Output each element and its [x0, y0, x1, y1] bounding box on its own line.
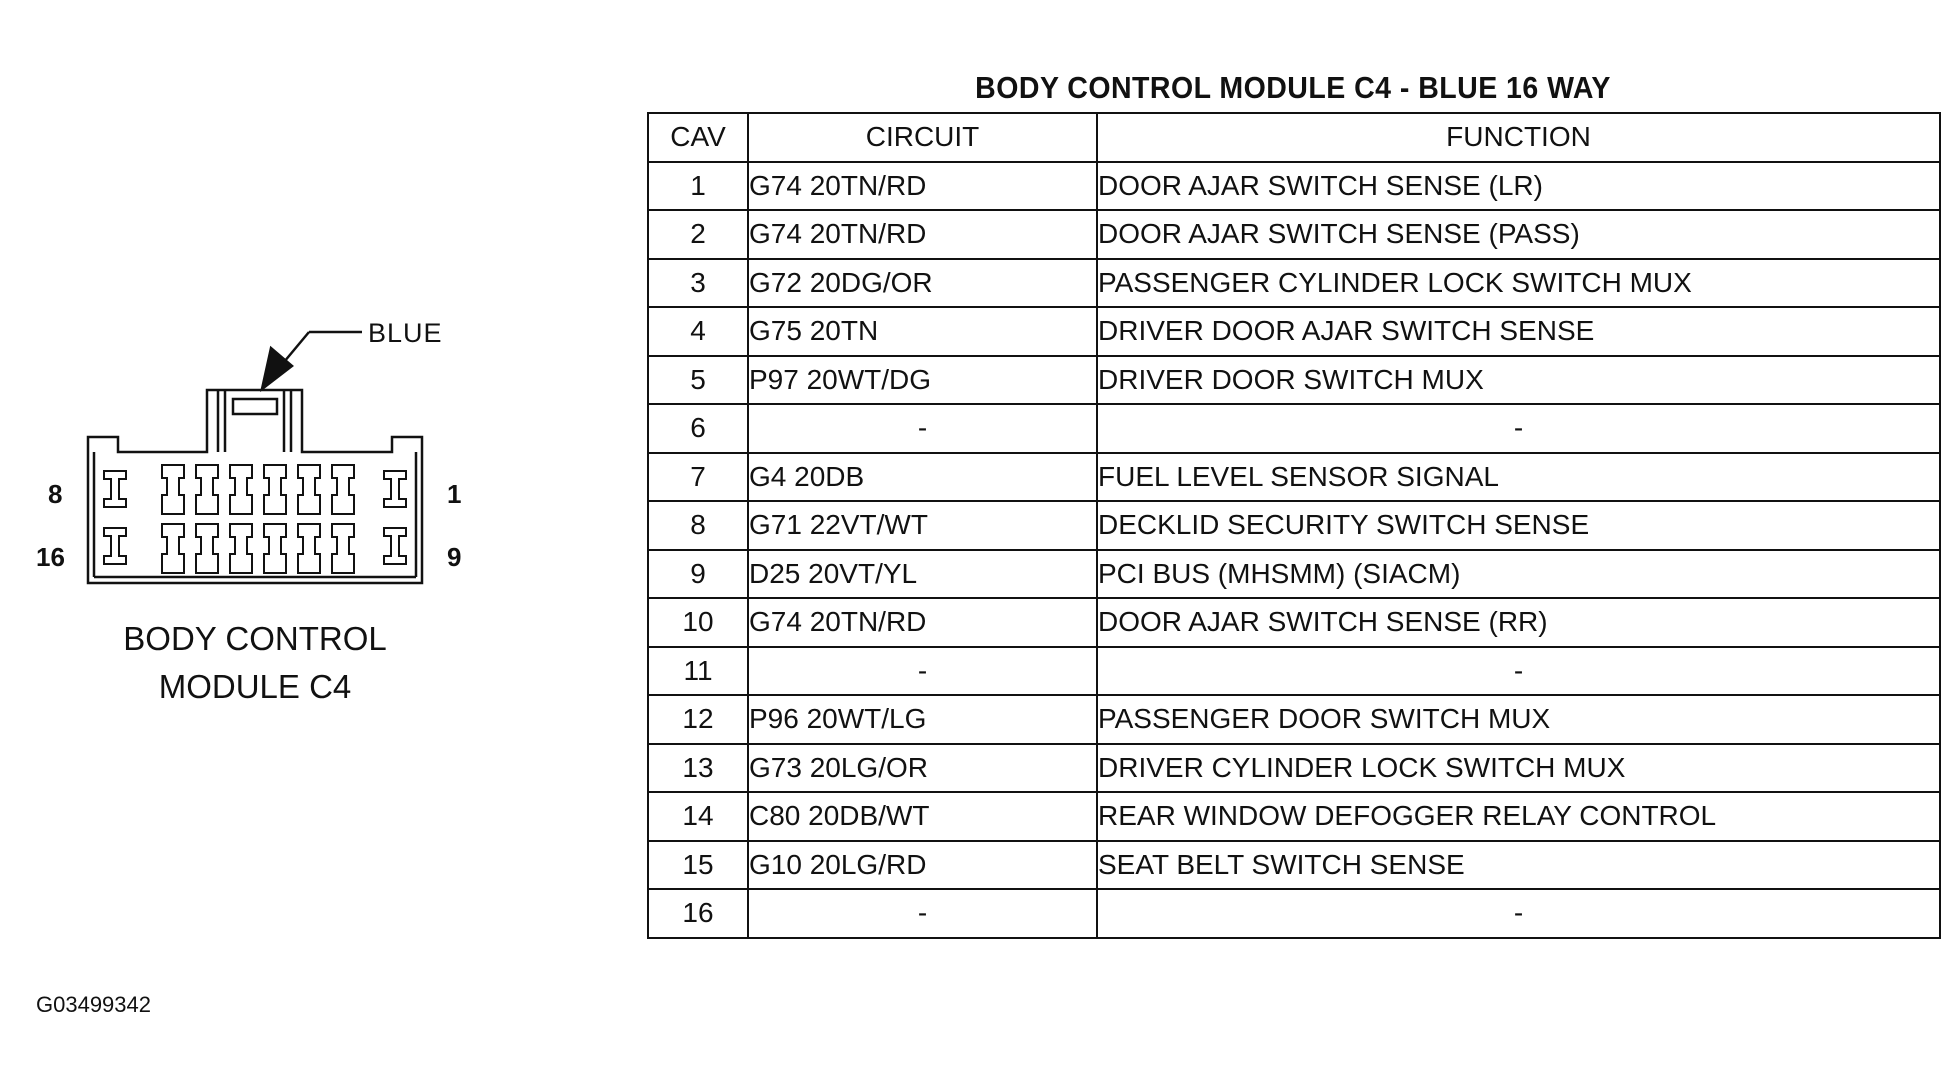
function-cell: DRIVER CYLINDER LOCK SWITCH MUX: [1097, 744, 1940, 793]
function-cell: DOOR AJAR SWITCH SENSE (RR): [1097, 598, 1940, 647]
circuit-cell: G73 20LG/OR: [748, 744, 1097, 793]
pin-label-top-left: 8: [48, 479, 63, 509]
function-cell: DRIVER DOOR AJAR SWITCH SENSE: [1097, 307, 1940, 356]
circuit-cell: P96 20WT/LG: [748, 695, 1097, 744]
cav-cell: 8: [648, 501, 748, 550]
circuit-cell: C80 20DB/WT: [748, 792, 1097, 841]
table-row: [648, 598, 1940, 647]
header-cav: CAV: [648, 113, 748, 162]
image-code: G03499342: [36, 992, 151, 1017]
function-cell: REAR WINDOW DEFOGGER RELAY CONTROL: [1097, 792, 1940, 841]
table-row: [648, 162, 1940, 211]
table-row: [648, 501, 1940, 550]
table-title: BODY CONTROL MODULE C4 - BLUE 16 WAY: [975, 70, 1611, 105]
table-row: [648, 453, 1940, 502]
table-row: [648, 695, 1940, 744]
function-cell: -: [1097, 404, 1940, 453]
connector-caption-line1: BODY CONTROL: [123, 620, 387, 657]
circuit-cell: -: [748, 647, 1097, 696]
function-cell: SEAT BELT SWITCH SENSE: [1097, 841, 1940, 890]
cav-cell: 15: [648, 841, 748, 890]
table-row: [648, 307, 1940, 356]
cav-cell: 4: [648, 307, 748, 356]
table-row: [648, 744, 1940, 793]
function-cell: DOOR AJAR SWITCH SENSE (LR): [1097, 162, 1940, 211]
table-row: [648, 792, 1940, 841]
cav-cell: 14: [648, 792, 748, 841]
circuit-cell: P97 20WT/DG: [748, 356, 1097, 405]
circuit-cell: G72 20DG/OR: [748, 259, 1097, 308]
table-row: [648, 550, 1940, 599]
function-cell: PCI BUS (MHSMM) (SIACM): [1097, 550, 1940, 599]
pin-label-bottom-right: 9: [447, 542, 462, 572]
circuit-cell: D25 20VT/YL: [748, 550, 1097, 599]
cav-cell: 13: [648, 744, 748, 793]
table-row: [648, 210, 1940, 259]
cav-cell: 11: [648, 647, 748, 696]
table-header-row: [648, 113, 1940, 162]
cav-cell: 12: [648, 695, 748, 744]
cav-cell: 2: [648, 210, 748, 259]
table-row: [648, 404, 1940, 453]
cav-cell: 5: [648, 356, 748, 405]
table-row: [648, 647, 1940, 696]
blue-callout-arrow: [262, 332, 362, 389]
connector-diagram: [0, 0, 620, 760]
table-row: [648, 841, 1940, 890]
cav-cell: 7: [648, 453, 748, 502]
circuit-cell: -: [748, 889, 1097, 938]
cav-cell: 1: [648, 162, 748, 211]
circuit-cell: -: [748, 404, 1097, 453]
cav-cell: 10: [648, 598, 748, 647]
color-callout-label: BLUE: [368, 318, 443, 348]
circuit-cell: G74 20TN/RD: [748, 162, 1097, 211]
function-cell: PASSENGER CYLINDER LOCK SWITCH MUX: [1097, 259, 1940, 308]
circuit-cell: G10 20LG/RD: [748, 841, 1097, 890]
cav-cell: 3: [648, 259, 748, 308]
circuit-cell: G75 20TN: [748, 307, 1097, 356]
cav-cell: 6: [648, 404, 748, 453]
header-function: FUNCTION: [1097, 113, 1940, 162]
pinout-table: [647, 112, 1941, 939]
function-cell: PASSENGER DOOR SWITCH MUX: [1097, 695, 1940, 744]
cav-cell: 9: [648, 550, 748, 599]
pinout-table-body: [648, 162, 1940, 938]
header-circuit: CIRCUIT: [748, 113, 1097, 162]
connector-caption-line2: MODULE C4: [158, 668, 352, 705]
table-row: [648, 356, 1940, 405]
connector-body: [88, 390, 422, 583]
function-cell: -: [1097, 647, 1940, 696]
cav-cell: 16: [648, 889, 748, 938]
function-cell: DECKLID SECURITY SWITCH SENSE: [1097, 501, 1940, 550]
table-row: [648, 889, 1940, 938]
pin-label-top-right: 1: [447, 479, 462, 509]
function-cell: DOOR AJAR SWITCH SENSE (PASS): [1097, 210, 1940, 259]
function-cell: -: [1097, 889, 1940, 938]
circuit-cell: G74 20TN/RD: [748, 598, 1097, 647]
table-row: [648, 259, 1940, 308]
terminal-cavities: [104, 465, 406, 573]
function-cell: DRIVER DOOR SWITCH MUX: [1097, 356, 1940, 405]
circuit-cell: G4 20DB: [748, 453, 1097, 502]
pin-label-bottom-left: 16: [36, 542, 65, 572]
function-cell: FUEL LEVEL SENSOR SIGNAL: [1097, 453, 1940, 502]
circuit-cell: G71 22VT/WT: [748, 501, 1097, 550]
circuit-cell: G74 20TN/RD: [748, 210, 1097, 259]
